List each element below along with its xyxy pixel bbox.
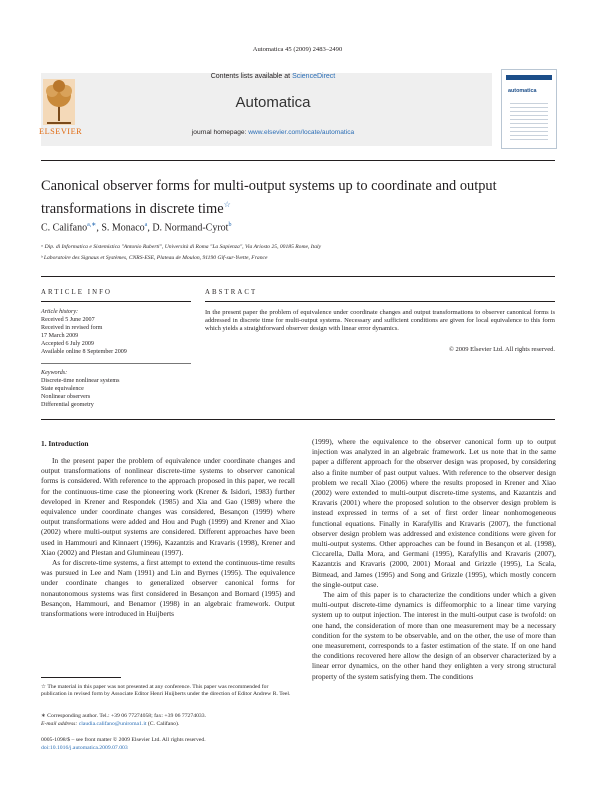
abstract-text: In the present paper the problem of equivalence under coordinate changes and output transformations to observer canonical forms is addressed in discrete time for multi-output systems. Necessary and sufficient conditions are given for local equivalence to this form which yields a straightforward observer design with linear error dynamics. [205,309,555,333]
author-name: C. Califano [41,222,88,234]
author-affiliation-mark[interactable]: b [228,222,232,228]
introduction-heading: 1. Introduction [41,439,89,448]
paragraph: In the present paper the problem of equivalence under coordinate changes and output transformations of nonlinear discrete-time systems to observer canonical forms is considered. With reference to the approach proposed in this paper, we recall for the continuous-time case the pioneering work (Krener & Isidori, 1983) further developed in Krener and Respondek (1985) and Xia and Gao (1989) where the equivalence under coordinate changes was considered, Besançon (1999) where output transformations were added and Hou and Pugh (1999) and Krener and Xiao (2002) where multi-output systems are considered. Different approaches have been used in Hammouri and Kinnaert (1996), Kazantzis and Kravaris (1998), Krener and Xiao (2002) and Plestan and Glumineau (1997). [41,456,295,557]
keyword: Nonlinear observers [41,394,91,400]
footnote-conference: ☆ The material in this paper was not presented at any conference. This paper was recommended for publication in revised form by Associate Editor Henri Huijberts under the direction of Editor Andrew R. Teel. [41,684,291,698]
elsevier-tree-logo [41,73,77,135]
footnote-rule [41,677,121,678]
author-affiliation-mark[interactable]: a,∗ [87,222,97,228]
journal-cover-thumbnail [501,69,557,149]
cover-contents [510,100,548,140]
journal-homepage [90,129,456,136]
homepage-link[interactable]: www.elsevier.com/locate/automatica [248,129,355,136]
history-entry: 17 March 2009 [41,333,79,339]
title-line-2: transformations in discrete time [41,200,224,217]
affiliation-b: ᵇ Laboratoire des Signaux et Systèmes, CNRS-ESE, Plateau de Moulon, 91190 Gif-sur-Yvette, France [41,255,268,261]
history-label: Article history: [41,309,79,315]
paper-title [41,177,555,218]
keyword: State equivalence [41,386,84,392]
journal-reference: Automatica 45 (2009) 2483–2490 [252,46,343,53]
front-matter-info [41,737,295,752]
author-separator: , [147,222,153,234]
cover-title: automatica [508,88,537,94]
keyword: Differential geometry [41,402,94,408]
author-separator: , [96,222,102,234]
paragraph: (1999), where the equivalence to the observer canonical form up to output injection was analyzed in an algebraic framework. Let us note that in the same paper a different approach for the observer design was proposed, by considering also a finite number of past output values. With reference to the observer design problem we recall Xiao (2006) where the results proposed in Krener and Xiao (2002) were extended to multi-output discrete-time systems, and Kazantzis and Kravaris (2001) where the proposed solution to the observer design problem is instead expressed in terms of a set of first order linear nonhomogeneous functional equations. Finally in Karafyllis and Kravaris (2007), the functional observer design problem was addressed and existence conditions were given for multi-output systems. Other approaches can be found in Besançon et al. (1998), Ciccarella, Dalla Mora, and Germani (1995), Karafyllis and Kravaris (2007), Kazantzis and Kravaris (2000, 2001) Moraal and Grizzle (1995), La Scala, Bitmead, and James (1995) and Song and Grizzle (1995), which mostly concern the single-output case. [312,437,556,589]
email-link[interactable]: claudia.califano@uniroma1.it [78,721,147,727]
history-entry: Accepted 6 July 2009 [41,341,94,347]
abstract-heading: ABSTRACT [205,289,258,296]
contents-prefix: Contents lists available at [210,73,293,80]
keywords-label: Keywords: [41,370,68,376]
article-info-rule [41,301,191,302]
affiliation-a: ᵃ Dip. di Informatica e Sistemistica "Antonio Ruberti", Università di Roma "La Sapienza", Via Ariosto 25, 00185 Rome, Italy [41,244,322,250]
author-affiliation-mark[interactable]: a [144,222,148,228]
journal-title: Automatica [235,94,311,111]
issn-line: 0005-1098/$ – see front matter © 2009 Elsevier Ltd. All rights reserved. [41,737,206,743]
right-column [312,437,556,682]
abstract-copyright: © 2009 Elsevier Ltd. All rights reserved. [448,346,555,353]
doi-link[interactable]: doi:10.1016/j.automatica.2009.07.003 [41,744,128,751]
paragraph: As for discrete-time systems, a first attempt to extend the continuous-time results was pursued in Lee and Nam (1991) and Lin and Byrnes (1995). The equivalence under coordinate changes to generalized observer canonical forms for nonautonomous systems was first considered in Besançon and Bornard (1995) and Besançon, Hammouri, and Benamor (1998) in an algebraic framework. Output transformations were introduced in Huijberts [41,558,295,619]
sciencedirect-link[interactable]: ScienceDirect [292,73,336,80]
left-column [41,450,295,619]
front-matter-rule [41,419,555,420]
article-info-heading: ARTICLE INFO [41,289,113,296]
abstract-rule [205,301,555,302]
email-suffix: (C. Califano). [146,721,180,727]
email-label: E-mail address: [41,721,79,727]
homepage-prefix: journal homepage: [191,129,249,136]
publisher-wordmark: ELSEVIER [39,127,83,136]
history-entry: Received in revised form [41,325,103,331]
keyword: Discrete-time nonlinear systems [41,378,120,384]
header-rule [41,160,555,161]
author-list [41,221,231,233]
cover-band [506,75,552,80]
paragraph: The aim of this paper is to characterize the conditions under which a given multi-output discrete-time dynamics is diffeomorphic to a linear time varying system up to output injection. The interest in the multi-output case is twofold: on one hand, the consideration of more than one measurement may be a necessary condition for the system to be observable, and on the other, the use of more than one measurement, corresponds to a faster estimation of the state. If on one hand the conditions recovered here allow the design of an observer characterized by a linear error dynamics, on the other hand they enlighten a very strong structural property of the system satisfying them. The conditions [312,590,556,681]
history-entry: Available online 8 September 2009 [41,349,127,355]
footnote-email [41,721,295,728]
contents-availability [90,73,456,80]
history-entry: Received 5 June 2007 [41,317,95,323]
footnote-corresponding: ∗ Corresponding author. Tel.: +39 06 77274058; fax: +39 06 77274033. [41,713,207,719]
author-name: S. Monaco [101,222,145,234]
title-line-1: Canonical observer forms for multi-output systems up to coordinate and output [41,178,497,194]
section-rule [41,276,555,277]
title-footnote-mark[interactable]: ☆ [223,199,231,209]
author-name: D. Normand-Cyrot [152,222,229,234]
